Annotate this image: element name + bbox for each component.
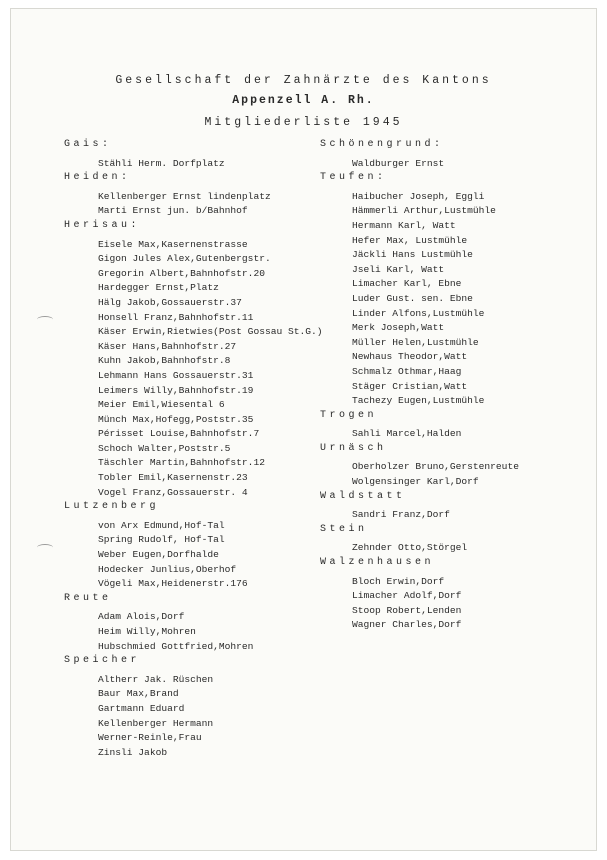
member-entry: Tobler Emil,Kasernenstr.23: [98, 472, 248, 484]
place-heading: Walzenhausen: [320, 557, 435, 569]
place-section: [320, 138, 519, 171]
member-entry: Honsell Franz,Bahnhofstr.11: [98, 311, 254, 323]
member-entry: Kellenberger Ernst lindenplatz: [98, 190, 271, 202]
member-entry: Eisele Max,Kasernenstrasse: [98, 238, 248, 250]
member-list: [320, 190, 519, 409]
member-entry: Münch Max,Hofegg,Poststr.35: [98, 413, 254, 425]
place-section: [320, 171, 519, 409]
member-entry: Oberholzer Bruno,Gerstenreute: [352, 461, 519, 473]
member-entry: Meier Emil,Wiesental 6: [98, 399, 225, 411]
member-entry: Marti Ernst jun. b/Bahnhof: [98, 205, 248, 217]
member-entry: Hefer Max, Lustmühle: [352, 234, 468, 246]
member-entry: Tachezy Eugen,Lustmühle: [352, 395, 485, 407]
place-heading: Speicher: [64, 655, 141, 667]
member-entry: Wolgensinger Karl,Dorf: [352, 476, 479, 488]
member-list: [64, 673, 323, 761]
member-entry: Limacher Adolf,Dorf: [352, 590, 462, 602]
member-entry: Stoop Robert,Lenden: [352, 604, 462, 616]
place-heading: Heiden:: [64, 172, 131, 184]
member-entry: Jseli Karl, Watt: [352, 263, 445, 275]
place-section: [64, 171, 323, 219]
member-entry: Hardegger Ernst,Platz: [98, 282, 219, 294]
member-entry: Hodecker Junlius,Oberhof: [98, 563, 237, 575]
member-entry: Bloch Erwin,Dorf: [352, 575, 445, 587]
place-section: [64, 592, 323, 654]
place-heading: Trogen: [320, 409, 378, 421]
member-entry: Schmalz Othmar,Haag: [352, 365, 462, 377]
member-entry: Hälg Jakob,Gossauerstr.37: [98, 296, 242, 308]
place-section: [320, 490, 519, 523]
canton-title: Appenzell A. Rh.: [232, 94, 375, 107]
member-entry: Newhaus Theodor,Watt: [352, 351, 468, 363]
place-heading: Schönengrund:: [320, 139, 444, 150]
member-entry: Hermann Karl, Watt: [352, 219, 456, 231]
place-heading: Reute: [64, 592, 112, 604]
place-heading: Stein: [320, 523, 368, 535]
member-entry: Gartmann Eduard: [98, 702, 185, 714]
place-heading: Lutzenberg: [64, 501, 160, 513]
member-entry: Limacher Karl, Ebne: [352, 278, 462, 290]
member-entry: Gregorin Albert,Bahnhofstr.20: [98, 267, 265, 279]
member-entry: Werner-Reinle,Frau: [98, 732, 202, 744]
member-entry: Gigon Jules Alex,Gutenbergstr.: [98, 253, 271, 265]
member-entry: Schoch Walter,Poststr.5: [98, 442, 231, 454]
place-heading: Waldstatt: [320, 490, 406, 502]
member-entry: Hubschmied Gottfried,Mohren: [98, 640, 254, 652]
place-section: [320, 523, 519, 556]
member-entry: Périsset Louise,Bahnhofstr.7: [98, 428, 260, 440]
member-list: [64, 190, 323, 219]
member-entry: Vogel Franz,Gossauerstr. 4: [98, 486, 248, 498]
member-list: [64, 610, 323, 654]
member-entry: Kuhn Jakob,Bahnhofstr.8: [98, 355, 231, 367]
member-entry: Stäger Cristian,Watt: [352, 380, 468, 392]
place-section: [64, 219, 323, 500]
society-title: Gesellschaft der Zahnärzte des Kantons: [115, 74, 492, 87]
member-entry: Zinsli Jakob: [98, 746, 168, 758]
member-entry: Heim Willy,Mohren: [98, 626, 196, 637]
member-entry: Merk Joseph,Watt: [352, 322, 445, 334]
member-entry: Luder Gust. sen. Ebne: [352, 292, 473, 304]
place-heading: Urnäsch: [320, 442, 387, 454]
member-entry: Sandri Franz,Dorf: [352, 509, 450, 521]
place-heading: Gais:: [64, 139, 112, 150]
punch-hole-mark: [37, 544, 53, 551]
member-entry: Käser Hans,Bahnhofstr.27: [98, 340, 237, 352]
member-entry: Spring Rudolf, Hof-Tal: [98, 534, 225, 546]
member-list: [320, 427, 519, 442]
member-entry: Jäckli Hans Lustmühle: [352, 249, 473, 261]
place-section: [320, 556, 519, 633]
member-entry: Weber Eugen,Dorfhalde: [98, 549, 219, 561]
member-entry: Adam Alois,Dorf: [98, 611, 185, 623]
member-list: [320, 460, 519, 489]
member-entry: Baur Max,Brand: [98, 688, 179, 700]
member-entry: Haibucher Joseph, Eggli: [352, 190, 485, 202]
member-list: [320, 575, 519, 633]
left-column: [64, 138, 323, 760]
member-entry: Müller Helen,Lustmühle: [352, 336, 479, 348]
member-entry: Altherr Jak. Rüschen: [98, 673, 214, 685]
member-entry: Zehnder Otto,Störgel: [352, 542, 468, 554]
member-entry: Käser Erwin,Rietwies(Post Gossau St.G.): [98, 326, 323, 338]
member-list: [64, 157, 323, 172]
member-entry: Kellenberger Hermann: [98, 717, 214, 729]
member-entry: Linder Alfons,Lustmühle: [352, 307, 485, 319]
list-title: Mitgliederliste 1945: [204, 116, 403, 129]
member-entry: von Arx Edmund,Hof-Tal: [98, 519, 225, 531]
place-section: [64, 138, 323, 171]
member-list: [320, 541, 519, 556]
member-entry: Täschler Martin,Bahnhofstr.12: [98, 457, 265, 469]
member-list: [320, 508, 519, 523]
member-entry: Leimers Willy,Bahnhofstr.19: [98, 384, 254, 396]
place-section: [320, 409, 519, 442]
member-entry: Lehmann Hans Gossauerstr.31: [98, 369, 254, 381]
member-entry: Hämmerli Arthur,Lustmühle: [352, 205, 496, 217]
place-section: [64, 654, 323, 760]
right-column: [320, 138, 519, 633]
member-entry: Sahli Marcel,Halden: [352, 428, 462, 440]
place-section: [64, 500, 323, 592]
member-list: [320, 157, 519, 172]
place-section: [320, 442, 519, 490]
member-entry: Vögeli Max,Heidenerstr.176: [98, 578, 248, 590]
member-list: [64, 238, 323, 501]
member-list: [64, 519, 323, 592]
place-heading: Teufen:: [320, 172, 387, 184]
member-entry: Wagner Charles,Dorf: [352, 619, 462, 631]
member-entry: Waldburger Ernst: [352, 157, 445, 169]
place-heading: Herisau:: [64, 219, 141, 231]
member-entry: Stähli Herm. Dorfplatz: [98, 157, 225, 169]
punch-hole-mark: [37, 316, 53, 323]
